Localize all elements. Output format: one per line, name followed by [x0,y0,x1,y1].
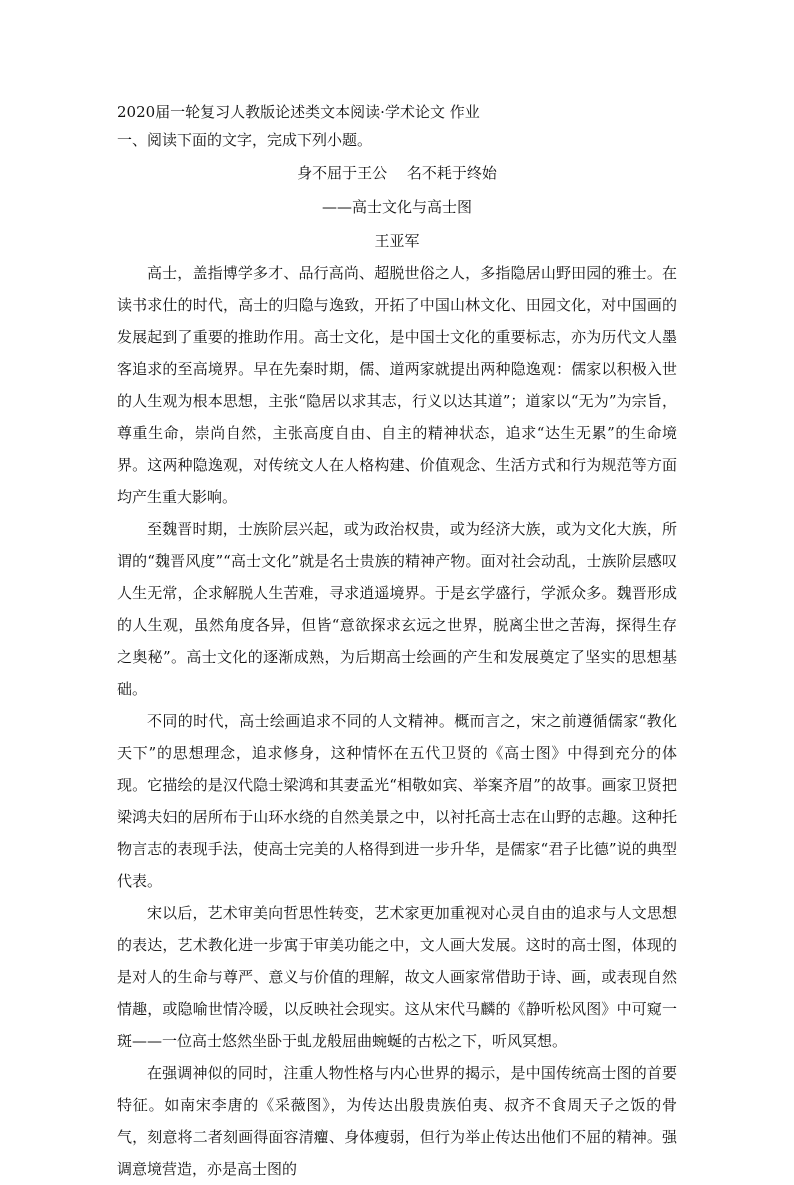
article-author: 王亚军 [374,232,420,250]
paragraph-1: 高士，盖指博学多才、品行高尚、超脱世俗之人，多指隐居山野田园的雅士。在读书求仕的时代，高士的归隐与逸致，开拓了中国山林文化、田园文化，对中国画的发展起到了重要的推助作用。高士文化，是中国士文化的重要标志，亦为历代文人墨客追求的至高境界。早在先秦时期，儒、道两家就提出两种隐逸观：儒家以积极入世的人生观为根本思想，主张“隐居以求其志，行义以达其道”；道家以“无为”为宗旨，尊重生命，崇尚自然，主张高度自由、自主的精神状态，追求“达生无累”的生命境界。这两种隐逸观，对传统文人在人格构建、价值观念、生活方式和行为规范等方面均产生重大影响。 [117,264,677,506]
article-subtitle: ——高士文化与高士图 [321,198,472,216]
paragraph-4: 宋以后，艺术审美向哲思性转变，艺术家更加重视对心灵自由的追求与人文思想的表达，艺术教化进一步寓于审美功能之中，文人画大发展。这时的高士图，体现的是对人的生命与尊严、意义与价值的理解，故文人画家常借助于诗、画，或表现自然情趣，或隐喻世情冷暖，以反映社会现实。这从宋代马麟的《静听松风图》中可窥一斑——一位高士悠然坐卧于虬龙般屈曲蜿蜒的古松之下，听风冥想。 [117,904,677,1050]
paragraph-5: 在强调神似的同时，注重人物性格与内心世界的揭示，是中国传统高士图的首要特征。如南宋李唐的《采薇图》，为传达出殷贵族伯夷、叔齐不食周天子之饭的骨气，刻意将二者刻画得面容清癯、身体瘦弱，但行为举止传达出他们不屈的精神。强调意境营造，亦是高士图的 [117,1064,677,1178]
article-title: 身不屈于王公 名不耗于终始 [297,164,497,182]
paragraph-3: 不同的时代，高士绘画追求不同的人文精神。概而言之，宋之前遵循儒家“教化天下”的思想理念，追求修身，这种情怀在五代卫贤的《高士图》中得到充分的体现。它描绘的是汉代隐士梁鸿和其妻孟光“相敬如宾、举案齐眉”的故事。画家卫贤把梁鸿夫妇的居所布于山环水绕的自然美景之中，以衬托高士志在山野的志趣。这种托物言志的表现手法，使高士完美的人格得到进一步升华，是儒家“君子比德”说的典型代表。 [117,712,677,890]
paragraph-2: 至魏晋时期，士族阶层兴起，或为政治权贵，或为经济大族，或为文化大族，所谓的“魏晋风度”“高士文化”就是名士贵族的精神产物。面对社会动乱，士族阶层感叹人生无常，企求解脱人生苦难，寻求逍遥境界。于是玄学盛行，学派众多。魏晋形成的人生观，虽然角度各异，但皆“意欲探求玄远之世界，脱离尘世之苦海，探得生存之奥秘”。高士文化的逐渐成熟，为后期高士绘画的产生和发展奠定了坚实的思想基础。 [117,520,677,698]
question-instruction: 一、阅读下面的文字，完成下列小题。 [117,131,373,149]
document-header: 2020届一轮复习人教版论述类文本阅读·学术论文 作业 [117,103,480,121]
article-body [117,257,677,1185]
